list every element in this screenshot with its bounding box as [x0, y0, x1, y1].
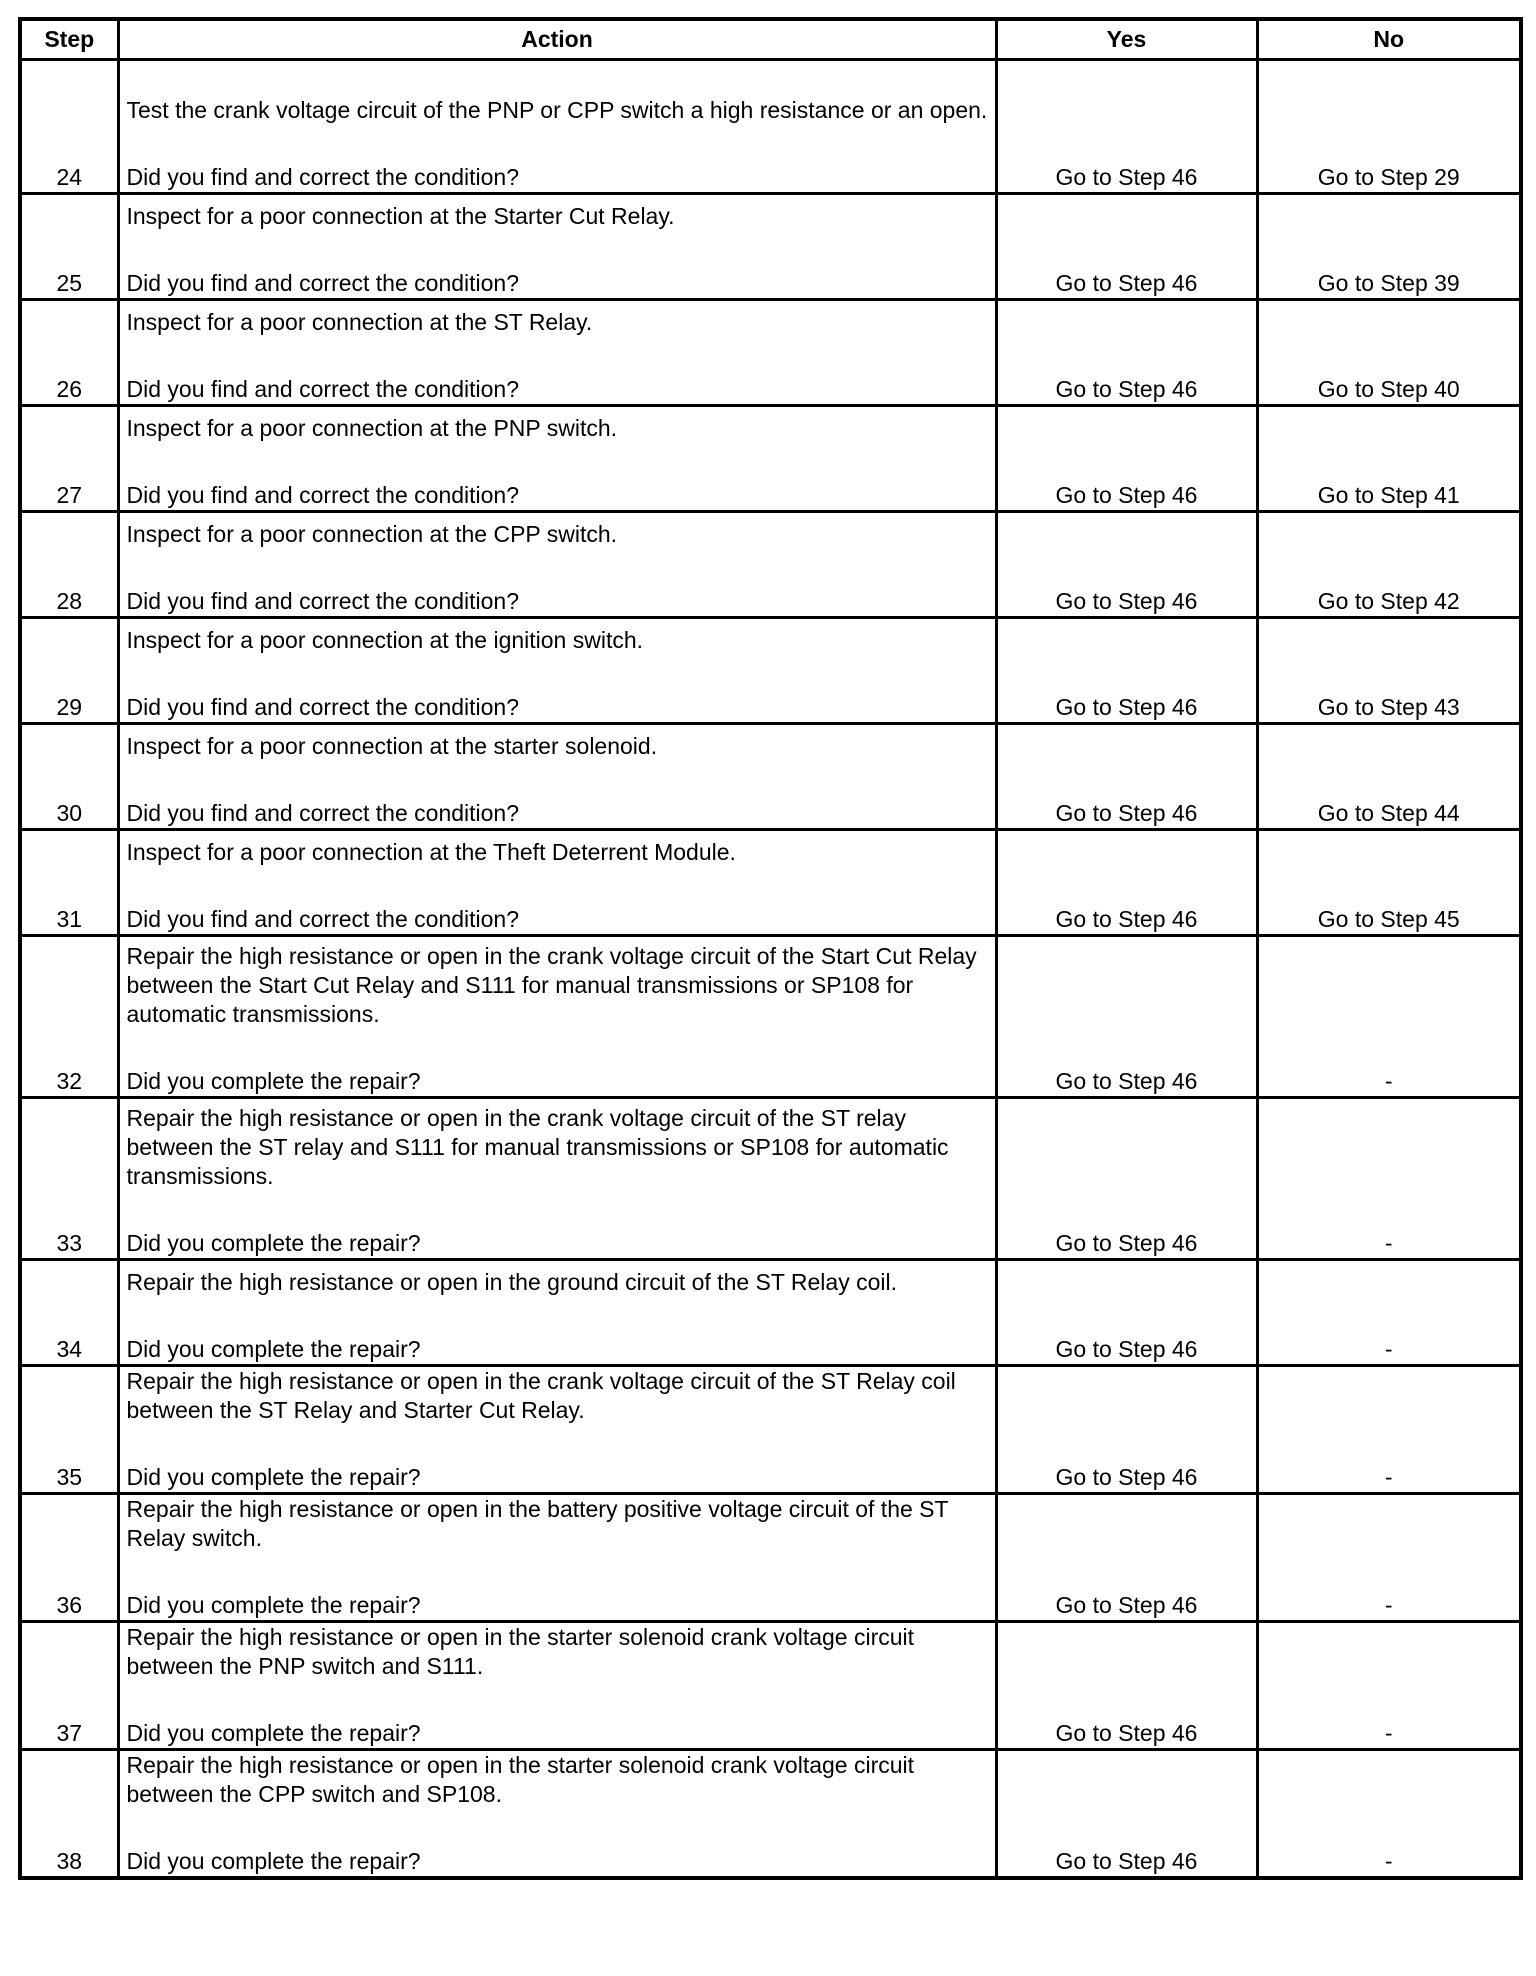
yes-result: Go to Step 46 [996, 618, 1257, 724]
action-cell [118, 1622, 996, 1750]
action-description: Repair the high resistance or open in the crank voltage circuit of the Start Cut Relay between the Start Cut Relay and S111 for manual transmissions or SP108 for automatic transmissions. [126, 943, 977, 1027]
no-result: - [1257, 1098, 1521, 1260]
action-question: Did you find and correct the condition? [126, 164, 520, 190]
table-row [20, 60, 1521, 194]
step-number: 37 [20, 1622, 118, 1750]
no-result: - [1257, 936, 1521, 1098]
yes-result: Go to Step 46 [996, 194, 1257, 300]
no-result: - [1257, 1494, 1521, 1622]
action-cell [118, 724, 996, 830]
table-row [20, 1098, 1521, 1260]
no-result: Go to Step 45 [1257, 830, 1521, 936]
action-cell [118, 300, 996, 406]
table-row [20, 300, 1521, 406]
table-row [20, 406, 1521, 512]
action-description: Repair the high resistance or open in the battery positive voltage circuit of the ST Relay switch. [126, 1496, 949, 1551]
action-question: Did you find and correct the condition? [126, 376, 520, 402]
yes-result: Go to Step 46 [996, 1366, 1257, 1494]
action-question: Did you complete the repair? [126, 1230, 421, 1256]
table-row [20, 1750, 1521, 1879]
action-cell [118, 1366, 996, 1494]
step-number: 38 [20, 1750, 118, 1879]
no-result: Go to Step 42 [1257, 512, 1521, 618]
action-description: Inspect for a poor connection at the starter solenoid. [126, 733, 658, 759]
action-cell [118, 512, 996, 618]
yes-result: Go to Step 46 [996, 1098, 1257, 1260]
step-number: 35 [20, 1366, 118, 1494]
no-result: Go to Step 41 [1257, 406, 1521, 512]
no-result: - [1257, 1366, 1521, 1494]
header-row [20, 19, 1521, 60]
action-cell [118, 936, 996, 1098]
action-question: Did you complete the repair? [126, 1720, 421, 1746]
yes-result: Go to Step 46 [996, 512, 1257, 618]
step-number: 34 [20, 1260, 118, 1366]
yes-result: Go to Step 46 [996, 724, 1257, 830]
action-cell [118, 194, 996, 300]
yes-result: Go to Step 46 [996, 1494, 1257, 1622]
yes-result: Go to Step 46 [996, 406, 1257, 512]
step-number: 31 [20, 830, 118, 936]
action-question: Did you find and correct the condition? [126, 588, 520, 614]
action-question: Did you complete the repair? [126, 1848, 421, 1874]
table-row [20, 724, 1521, 830]
yes-result: Go to Step 46 [996, 1622, 1257, 1750]
no-result: Go to Step 40 [1257, 300, 1521, 406]
no-result: - [1257, 1750, 1521, 1879]
action-description: Inspect for a poor connection at the Theft Deterrent Module. [126, 839, 736, 865]
yes-result: Go to Step 46 [996, 1750, 1257, 1879]
yes-result: Go to Step 46 [996, 60, 1257, 194]
action-cell [118, 618, 996, 724]
no-result: Go to Step 44 [1257, 724, 1521, 830]
header-action: Action [118, 19, 996, 60]
step-number: 33 [20, 1098, 118, 1260]
header-yes: Yes [996, 19, 1257, 60]
step-number: 36 [20, 1494, 118, 1622]
action-question: Did you find and correct the condition? [126, 906, 520, 932]
action-description: Repair the high resistance or open in the ground circuit of the ST Relay coil. [126, 1269, 897, 1295]
step-number: 30 [20, 724, 118, 830]
action-description: Inspect for a poor connection at the PNP switch. [126, 415, 618, 441]
no-result: - [1257, 1622, 1521, 1750]
action-cell [118, 1098, 996, 1260]
yes-result: Go to Step 46 [996, 830, 1257, 936]
no-result: Go to Step 29 [1257, 60, 1521, 194]
action-cell [118, 1260, 996, 1366]
step-number: 24 [20, 60, 118, 194]
table-row [20, 936, 1521, 1098]
step-number: 25 [20, 194, 118, 300]
action-question: Did you find and correct the condition? [126, 270, 520, 296]
table-row [20, 1622, 1521, 1750]
table-row [20, 618, 1521, 724]
step-number: 27 [20, 406, 118, 512]
action-description: Inspect for a poor connection at the CPP switch. [126, 521, 618, 547]
table-row [20, 1494, 1521, 1622]
step-number: 32 [20, 936, 118, 1098]
action-description: Inspect for a poor connection at the Starter Cut Relay. [126, 203, 675, 229]
action-question: Did you find and correct the condition? [126, 482, 520, 508]
step-number: 29 [20, 618, 118, 724]
step-number: 28 [20, 512, 118, 618]
action-description: Repair the high resistance or open in the starter solenoid crank voltage circuit between the PNP switch and S111. [126, 1624, 915, 1679]
action-question: Did you complete the repair? [126, 1336, 421, 1362]
action-description: Repair the high resistance or open in the starter solenoid crank voltage circuit between the CPP switch and SP108. [126, 1752, 915, 1807]
action-description: Inspect for a poor connection at the ST Relay. [126, 309, 593, 335]
action-cell [118, 406, 996, 512]
action-question: Did you complete the repair? [126, 1464, 421, 1490]
action-description: Test the crank voltage circuit of the PNP or CPP switch a high resistance or an open. [126, 97, 988, 123]
table-row [20, 1366, 1521, 1494]
no-result: Go to Step 39 [1257, 194, 1521, 300]
table-row [20, 1260, 1521, 1366]
action-cell [118, 830, 996, 936]
yes-result: Go to Step 46 [996, 1260, 1257, 1366]
action-cell [118, 1494, 996, 1622]
no-result: - [1257, 1260, 1521, 1366]
action-description: Inspect for a poor connection at the ignition switch. [126, 627, 644, 653]
action-question: Did you complete the repair? [126, 1592, 421, 1618]
action-description: Repair the high resistance or open in the crank voltage circuit of the ST Relay coil between the ST Relay and Starter Cut Relay. [126, 1368, 956, 1423]
table-row [20, 512, 1521, 618]
action-question: Did you find and correct the condition? [126, 800, 520, 826]
no-result: Go to Step 43 [1257, 618, 1521, 724]
action-question: Did you complete the repair? [126, 1068, 421, 1094]
header-step: Step [20, 19, 118, 60]
table-row [20, 194, 1521, 300]
table-row [20, 830, 1521, 936]
diagnostic-table [18, 17, 1523, 1880]
action-description: Repair the high resistance or open in the crank voltage circuit of the ST relay between the ST relay and S111 for manual transmissions or SP108 for automatic transmissions. [126, 1105, 949, 1189]
header-no: No [1257, 19, 1521, 60]
step-number: 26 [20, 300, 118, 406]
yes-result: Go to Step 46 [996, 300, 1257, 406]
yes-result: Go to Step 46 [996, 936, 1257, 1098]
action-cell [118, 1750, 996, 1879]
action-question: Did you find and correct the condition? [126, 694, 520, 720]
action-cell [118, 60, 996, 194]
